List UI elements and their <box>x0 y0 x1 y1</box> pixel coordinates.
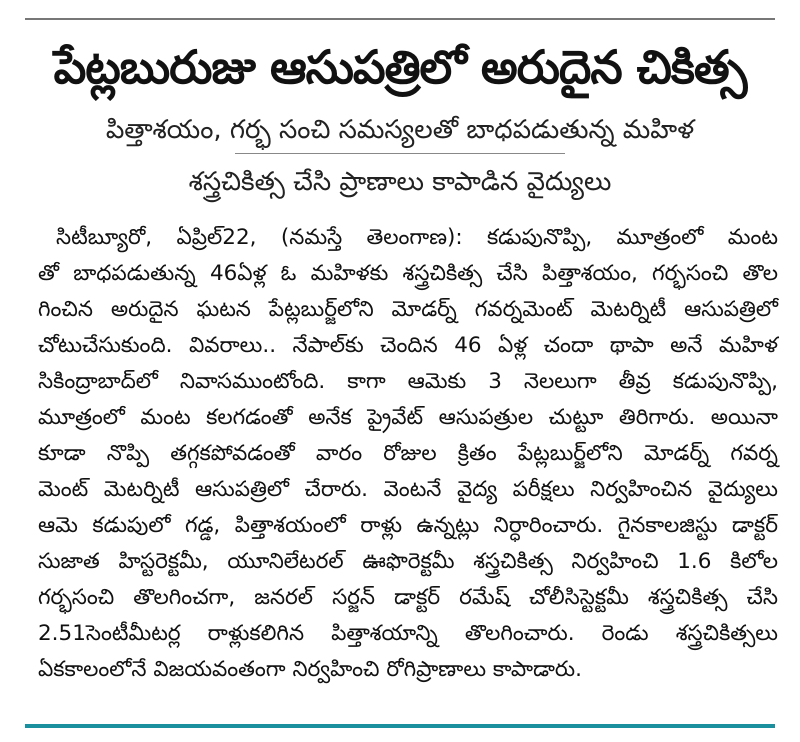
article-subheadline-1: పిత్తాశయం, గర్భ సంచి సమస్యలతో బాధపడుతున్న మహిళ <box>105 115 695 145</box>
subheadline-divider <box>235 153 565 154</box>
article-headline: పేట్లబురుజు ఆసుపత్రిలో అరుదైన చికిత్స <box>53 40 747 94</box>
bottom-divider <box>25 724 775 728</box>
top-divider <box>25 18 775 20</box>
body-line: తో బాధపడుతున్న 46ఏళ్ల ఓ మహిళకు శస్త్రచికిత్స చేసి పిత్తాశయం, గర్భసంచి తొల <box>38 261 778 286</box>
body-line: చోటుచేసుకుంది. వివరాలు.. నేపాల్‌కు చెందిన 46 ఏళ్ల చందా థాపా అనే మహిళ <box>38 333 778 358</box>
body-line: కూడా నొప్పి తగ్గకపోవడంతో వారం రోజుల క్రితం పేట్లబుర్జ్‌లోని మోడర్న్ గవర్న <box>38 441 778 466</box>
body-line: గించిన అరుదైన ఘటన పేట్లబుర్జ్‌లోని మోడర్న్ గవర్నమెంట్ మెటర్నిటీ ఆసుపత్రిలో <box>38 297 778 322</box>
article-body <box>38 220 778 688</box>
body-line: 2.51సెంటీమీటర్ల రాళ్లుకలిగిన పిత్తాశయాన్ని తొలగించారు. రెండు శస్త్రచికిత్సలు <box>38 621 778 646</box>
body-line: ఆమె కడుపులో గడ్డ, పిత్తాశయంలో రాళ్లు ఉన్నట్లు నిర్ధారించారు. గైనకాలజిస్టు డాక్టర్ <box>38 513 778 538</box>
body-line: మెంట్ మెటర్నిటీ ఆసుపత్రిలో చేరారు. వెంటనే వైద్య పరీక్షలు నిర్వహించిన వైద్యులు <box>38 477 778 502</box>
body-line: గర్భసంచి తొలగించగా, జనరల్ సర్జన్ డాక్టర్ రమేష్ చోలీసిస్టెక్టమీ శస్త్రచికిత్స చేసి <box>38 585 778 610</box>
article-subheadline-2: శస్త్రచికిత్స చేసి ప్రాణాలు కాపాడిన వైద్యులు <box>188 167 612 197</box>
body-line: సిటీబ్యూరో, ఏప్రిల్22, (నమస్తే తెలంగాణ): కడుపునొప్పి, మూత్రంలో మంట <box>56 225 778 250</box>
body-line: సుజాత హిస్టరెక్టమీ, యూనిలేటరల్ ఊఫొరెక్టమీ శస్త్రచికిత్స నిర్వహించి 1.6 కిలోల <box>38 549 778 574</box>
body-line: సికింద్రాబాద్‌లో నివాసముంటోంది. కాగా ఆమెకు 3 నెలలుగా తీవ్ర కడుపునొప్పి, <box>38 369 778 394</box>
body-line: ఏకకాలంలోనే విజయవంతంగా నిర్వహించి రోగిప్రాణాలు కాపాడారు. <box>38 657 582 682</box>
body-line: మూత్రంలో మంట కలగడంతో అనేక ప్రైవేట్ ఆసుపత్రుల చుట్టూ తిరిగారు. అయినా <box>38 405 778 430</box>
